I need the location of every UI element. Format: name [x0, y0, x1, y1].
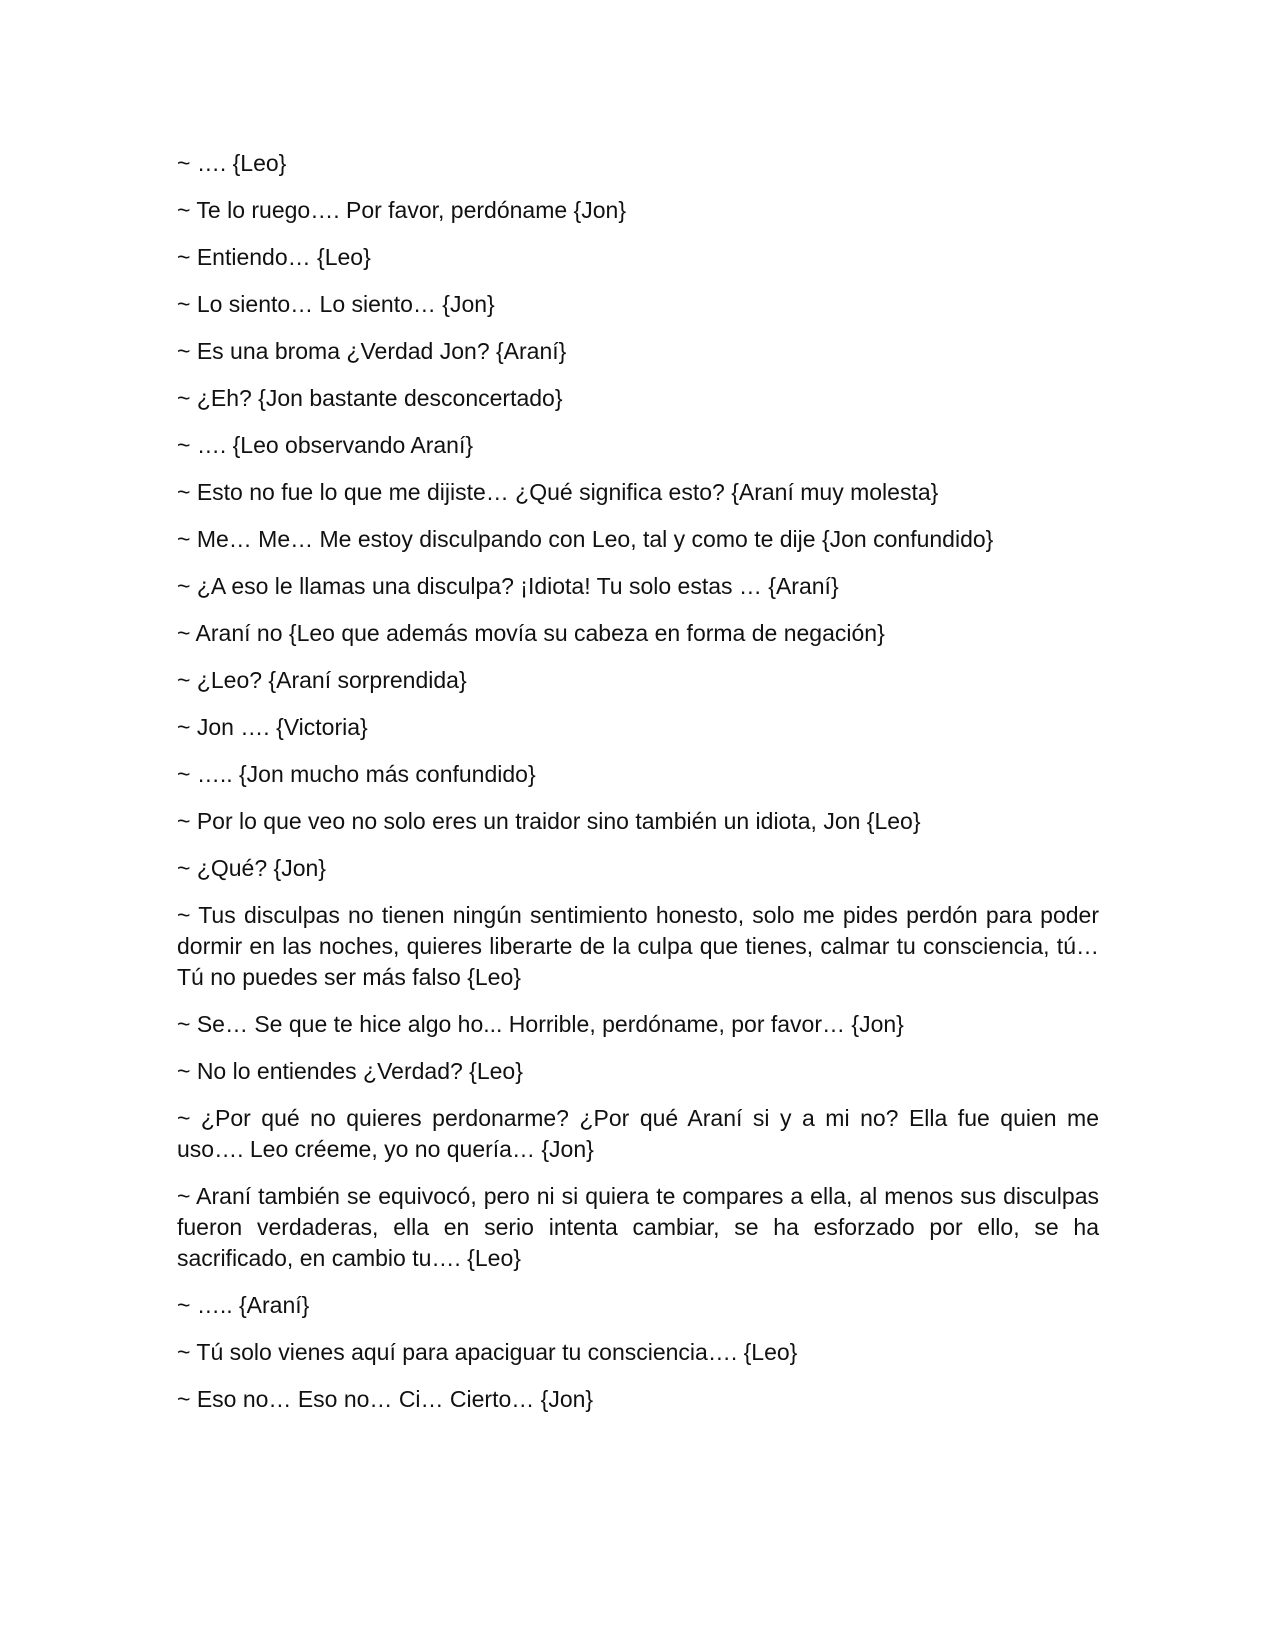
dialogue-line: ~ Esto no fue lo que me dijiste… ¿Qué significa esto? {Araní muy molesta} [177, 479, 939, 505]
dialogue-line: ~ Es una broma ¿Verdad Jon? {Araní} [177, 338, 567, 364]
dialogue-line: ~ Se… Se que te hice algo ho... Horrible, perdóname, por favor… {Jon} [177, 1011, 904, 1037]
dialogue-paragraph: ~ Tus disculpas no tienen ningún sentimiento honesto, solo me pides perdón para poder dormir en las noches, quieres liberarte de la culpa que tienes, calmar tu consciencia, tú… Tú no puedes ser más falso {Leo} [177, 902, 1099, 990]
dialogue-line: ~ Jon …. {Victoria} [177, 714, 368, 740]
dialogue-line: ~ ¿Qué? {Jon} [177, 855, 326, 881]
dialogue-line: ~ No lo entiendes ¿Verdad? {Leo} [177, 1058, 523, 1084]
dialogue-line: ~ …. {Leo observando Araní} [177, 432, 474, 458]
document-page [177, 148, 1099, 1431]
dialogue-line: ~ Araní no {Leo que además movía su cabeza en forma de negación} [177, 620, 885, 646]
dialogue-line: ~ ¿A eso le llamas una disculpa? ¡Idiota! Tu solo estas … {Araní} [177, 573, 839, 599]
dialogue-line: ~ Entiendo… {Leo} [177, 244, 371, 270]
dialogue-line: ~ ….. {Jon mucho más confundido} [177, 761, 536, 787]
dialogue-line: ~ Lo siento… Lo siento… {Jon} [177, 291, 495, 317]
dialogue-line: ~ ¿Eh? {Jon bastante desconcertado} [177, 385, 563, 411]
dialogue-line: ~ ¿Leo? {Araní sorprendida} [177, 667, 467, 693]
dialogue-line: ~ Te lo ruego…. Por favor, perdóname {Jon} [177, 197, 627, 223]
dialogue-paragraph: ~ Araní también se equivocó, pero ni si quiera te compares a ella, al menos sus disculpas fueron verdaderas, ella en serio intenta cambiar, se ha esforzado por ello, se ha sacrificado, en cambio tu…. {Leo} [177, 1183, 1099, 1271]
dialogue-line: ~ Por lo que veo no solo eres un traidor sino también un idiota, Jon {Leo} [177, 808, 921, 834]
dialogue-line: ~ Eso no… Eso no… Ci… Cierto… {Jon} [177, 1386, 594, 1412]
dialogue-line: ~ …. {Leo} [177, 150, 287, 176]
dialogue-line: ~ Me… Me… Me estoy disculpando con Leo, tal y como te dije {Jon confundido} [177, 526, 994, 552]
dialogue-line: ~ Tú solo vienes aquí para apaciguar tu consciencia…. {Leo} [177, 1339, 798, 1365]
dialogue-paragraph: ~ ¿Por qué no quieres perdonarme? ¿Por qué Araní si y a mi no? Ella fue quien me uso…. Leo créeme, yo no quería… {Jon} [177, 1105, 1099, 1162]
dialogue-line: ~ ….. {Araní} [177, 1292, 310, 1318]
